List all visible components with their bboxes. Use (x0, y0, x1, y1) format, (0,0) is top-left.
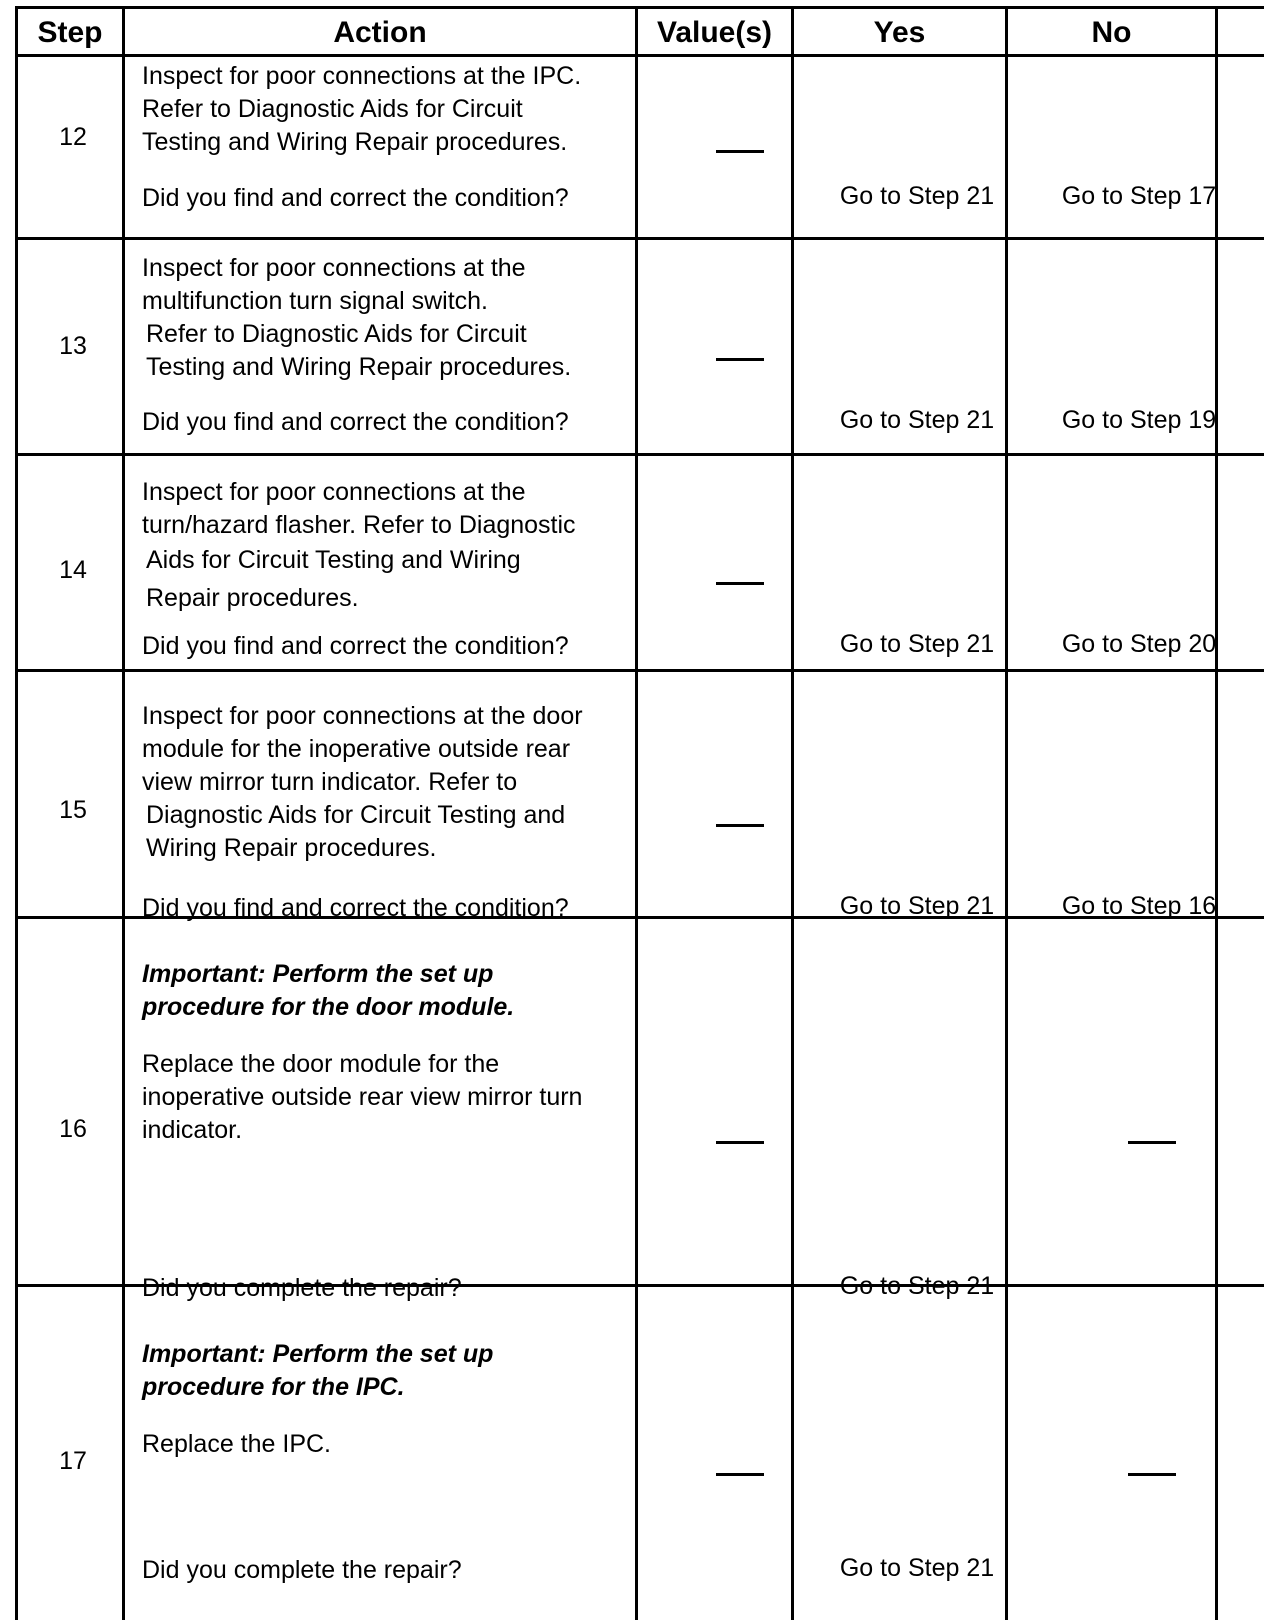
important-note: Important: Perform the set up (142, 960, 494, 988)
yes-result: Go to Step 21 (839, 1272, 995, 1300)
value-dash (716, 1473, 764, 1476)
step-number: 15 (59, 796, 87, 824)
header-values: Value(s) (656, 16, 773, 49)
action-text: Testing and Wiring Repair procedures. (146, 353, 572, 381)
table-rule (15, 669, 1264, 672)
header-action: Action (333, 16, 427, 49)
table-rule (1215, 6, 1218, 1620)
action-text: Inspect for poor connections at the door (142, 702, 583, 730)
table-rule (791, 6, 794, 1620)
step-number: 12 (59, 123, 87, 151)
action-text: Refer to Diagnostic Aids for Circuit (142, 95, 523, 123)
step-number: 16 (59, 1115, 87, 1143)
action-question: Did you find and correct the condition? (142, 408, 569, 436)
action-text: turn/hazard flasher. Refer to Diagnostic (142, 511, 576, 539)
important-note: procedure for the door module. (142, 993, 515, 1021)
step-number: 17 (59, 1447, 87, 1475)
value-dash (716, 582, 764, 585)
no-dash (1128, 1473, 1176, 1476)
table-rule (15, 453, 1264, 456)
action-question: Did you find and correct the condition? (142, 894, 569, 922)
action-question: Did you complete the repair? (142, 1274, 462, 1302)
action-text: Inspect for poor connections at the (142, 478, 526, 506)
table-rule (15, 237, 1264, 240)
value-dash (716, 1141, 764, 1144)
yes-result: Go to Step 21 (839, 630, 995, 658)
header-yes: Yes (873, 16, 926, 49)
action-text: Refer to Diagnostic Aids for Circuit (146, 320, 527, 348)
header-step: Step (37, 16, 103, 49)
important-note: Important: Perform the set up (142, 1340, 494, 1368)
step-number: 14 (59, 556, 87, 584)
value-dash (716, 358, 764, 361)
no-result: Go to Step 16 (1061, 892, 1217, 920)
action-text: Wiring Repair procedures. (146, 834, 437, 862)
header-no: No (1091, 16, 1132, 49)
action-text: indicator. (142, 1116, 243, 1144)
no-result: Go to Step 19 (1061, 406, 1217, 434)
value-dash (716, 150, 764, 153)
no-result: Go to Step 20 (1061, 630, 1217, 658)
action-question: Did you complete the repair? (142, 1556, 462, 1584)
action-text: Inspect for poor connections at the IPC. (142, 62, 582, 90)
no-result: Go to Step 17 (1061, 182, 1217, 210)
action-text: Inspect for poor connections at the (142, 254, 526, 282)
no-dash (1128, 1141, 1176, 1144)
action-text: Repair procedures. (146, 584, 359, 612)
action-text: inoperative outside rear view mirror turn (142, 1083, 583, 1111)
action-text: multifunction turn signal switch. (142, 287, 488, 315)
yes-result: Go to Step 21 (839, 1554, 995, 1582)
action-text: Replace the IPC. (142, 1430, 331, 1458)
table-rule (635, 6, 638, 1620)
value-dash (716, 824, 764, 827)
action-text: Diagnostic Aids for Circuit Testing and (146, 801, 566, 829)
important-note: procedure for the IPC. (142, 1373, 405, 1401)
step-number: 13 (59, 332, 87, 360)
yes-result: Go to Step 21 (839, 406, 995, 434)
action-text: Testing and Wiring Repair procedures. (142, 128, 568, 156)
action-text: view mirror turn indicator. Refer to (142, 768, 518, 796)
action-text: Replace the door module for the (142, 1050, 500, 1078)
action-text: Aids for Circuit Testing and Wiring (146, 546, 521, 574)
yes-result: Go to Step 21 (839, 182, 995, 210)
action-question: Did you find and correct the condition? (142, 632, 569, 660)
yes-result: Go to Step 21 (839, 892, 995, 920)
table-rule (1005, 6, 1008, 1620)
action-text: module for the inoperative outside rear (142, 735, 571, 763)
action-question: Did you find and correct the condition? (142, 184, 569, 212)
